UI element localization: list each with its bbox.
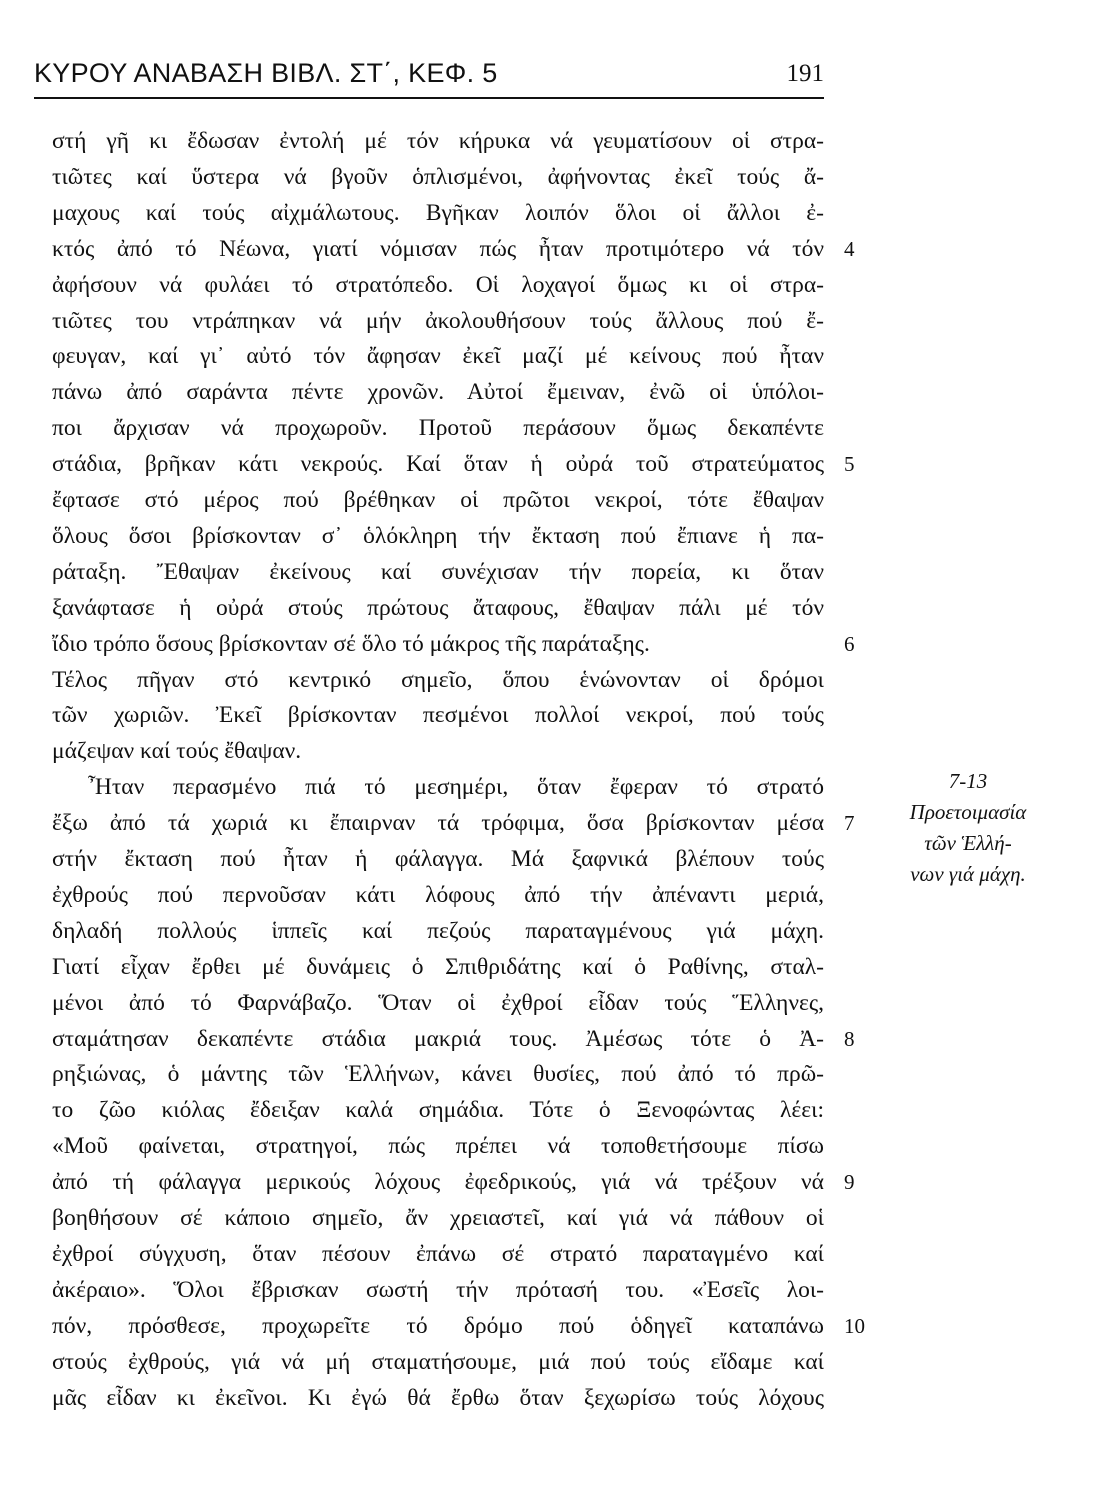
text-line: ποι ἄρχισαν νά προχωροῦν. Προτοῦ περάσουν ὅμως δεκαπέντε [52, 415, 824, 442]
text-line: μᾶς εἶδαν κι ἐκεῖνοι. Κι ἐγώ θά ἔρθω ὅταν ξεχωρίσω τούς λόχους [52, 1384, 824, 1411]
text-line: ράταξη. Ἔθαψαν ἐκείνους καί συνέχισαν τήν πορεία, κι ὅταν [52, 558, 824, 585]
text-line: ρηξιώνας, ὁ μάντης τῶν Ἑλλήνων, κάνει θυσίες, πού ἀπό τό πρῶ- [52, 1061, 824, 1088]
section-number: 10 [844, 1313, 865, 1338]
text-line: τιῶτες του ντράπηκαν νά μήν ἀκολουθήσουν τούς ἄλλους πού ἔ- [52, 307, 824, 334]
text-line: φευγαν, καί γι᾿ αὐτό τόν ἄφησαν ἐκεῖ μαζί μέ κείνους πού ἦταν [52, 343, 824, 370]
section-number: 9 [844, 1170, 855, 1195]
text-line: δηλαδή πολλούς ἱππεῖς καί πεζούς παραταγμένους γιά μάχη. [52, 917, 824, 944]
text-line: πάνω ἀπό σαράντα πέντε χρονῶν. Αὐτοί ἔμειναν, ἐνῶ οἱ ὑπόλοι- [52, 379, 824, 406]
text-line: στήν ἔκταση πού ἦταν ἡ φάλαγγα. Μά ξαφνικά βλέπουν τούς [52, 846, 824, 872]
side-note-line: Προετοιμασία [909, 800, 1027, 824]
text-line: τιῶτες καί ὕστερα νά βγοῦν ὁπλισμένοι, ἀφήνοντας ἐκεῖ τούς ἄ- [52, 163, 824, 190]
section-number: 5 [844, 452, 855, 477]
text-line: ἀκέραιο». Ὅλοι ἔβρισκαν σωστή τήν πρότασή του. «Ἐσεῖς λοι- [52, 1276, 824, 1303]
side-note-range: 7-13 [948, 769, 988, 793]
text-line: ἀπό τή φάλαγγα μερικούς λόχους ἐφεδρικούς, γιά νά τρέξουν νά [52, 1169, 824, 1196]
text-line: ὅλους ὅσοι βρίσκονταν σ᾿ ὁλόκληρη τήν ἔκταση πού ἔπιανε ἡ πα- [52, 522, 824, 549]
text-line: ἔφτασε στό μέρος πού βρέθηκαν οἱ πρῶτοι νεκροί, τότε ἔθαψαν [52, 487, 824, 513]
text-line: σταμάτησαν δεκαπέντε στάδια μακριά τους. Ἀμέσως τότε ὁ Ἀ- [52, 1025, 824, 1052]
running-head [34, 58, 824, 98]
text-line: μαχους καί τούς αἰχμάλωτους. Βγῆκαν λοιπόν ὅλοι οἱ ἄλλοι ἐ- [52, 199, 824, 226]
text-line: στούς ἐχθρούς, γιά νά μή σταματήσουμε, μιά πού τούς εἴδαμε καί [52, 1348, 824, 1375]
text-line: τῶν χωριῶν. Ἐκεῖ βρίσκονταν πεσμένοι πολλοί νεκροί, πού τούς [52, 702, 824, 729]
text-line: το ζῶο κιόλας ἔδειξαν καλά σημάδια. Τότε ὁ Ξενοφώντας λέει: [52, 1097, 824, 1124]
text-line: μάζεψαν καί τούς ἔθαψαν. [52, 738, 302, 765]
side-note-line: νων γιά μάχη. [910, 862, 1026, 886]
text-line: «Μοῦ φαίνεται, στρατηγοί, πώς πρέπει νά τοποθετήσουμε πίσω [52, 1133, 824, 1160]
page-number: 191 [786, 60, 824, 87]
text-line: βοηθήσουν σέ κάποιο σημεῖο, ἄν χρειαστεῖ, καί γιά νά πάθουν οἱ [52, 1205, 824, 1231]
text-line: ἔξω ἀπό τά χωριά κι ἔπαιρναν τά τρόφιμα, ὅσα βρίσκονταν μέσα [52, 810, 824, 837]
text-line: μένοι ἀπό τό Φαρνάβαζο. Ὅταν οἱ ἐχθροί εἶδαν τούς Ἕλληνες, [52, 989, 824, 1016]
text-line: κτός ἀπό τό Νέωνα, γιατί νόμισαν πώς ἦταν προτιμότερο νά τόν [52, 235, 824, 262]
text-line: ξανάφτασε ἡ οὐρά στούς πρώτους ἄταφους, ἔθαψαν πάλι μέ τόν [52, 594, 824, 621]
side-note-line: τῶν Ἑλλή- [924, 831, 1012, 855]
text-line: Ἦταν περασμένο πιά τό μεσημέρι, ὅταν ἔφεραν τό στρατό [88, 774, 824, 801]
text-line: ἐχθρούς πού περνοῦσαν κάτι λόφους ἀπό τήν ἀπέναντι μεριά, [52, 881, 824, 908]
header-rule [34, 97, 824, 99]
text-line: ἴδιο τρόπο ὅσους βρίσκονταν σέ ὅλο τό μάκρος τῆς παράταξης. [52, 630, 650, 657]
text-line: ἀφήσουν νά φυλάει τό στρατόπεδο. Οἱ λοχαγοί ὅμως κι οἱ στρα- [52, 271, 824, 298]
text-line: ἐχθροί σύγχυση, ὅταν πέσουν ἐπάνω σέ στρατό παραταγμένο καί [52, 1240, 824, 1267]
running-head-title: ΚΥΡΟΥ ΑΝΑΒΑΣΗ ΒΙΒΛ. ΣΤ΄, ΚΕΦ. 5 [34, 58, 498, 88]
text-line: Γιατί εἶχαν ἔρθει μέ δυνάμεις ὁ Σπιθριδάτης καί ὁ Ραθίνης, σταλ- [52, 953, 824, 980]
section-number: 4 [844, 236, 855, 261]
section-number: 6 [844, 631, 855, 656]
text-line: στάδια, βρῆκαν κάτι νεκρούς. Καί ὅταν ἡ οὐρά τοῦ στρατεύματος [52, 451, 824, 478]
side-note [870, 766, 1066, 890]
text-line: πόν, πρόσθεσε, προχωρεῖτε τό δρόμο πού ὁδηγεῖ καταπάνω [52, 1312, 824, 1339]
section-number: 8 [844, 1026, 855, 1051]
text-line: στή γῆ κι ἔδωσαν ἐντολή μέ τόν κήρυκα νά γευματίσουν οἱ στρα- [52, 128, 824, 154]
section-number: 7 [844, 811, 855, 836]
text-line: Τέλος πῆγαν στό κεντρικό σημεῖο, ὅπου ἑνώνονταν οἱ δρόμοι [52, 666, 824, 693]
